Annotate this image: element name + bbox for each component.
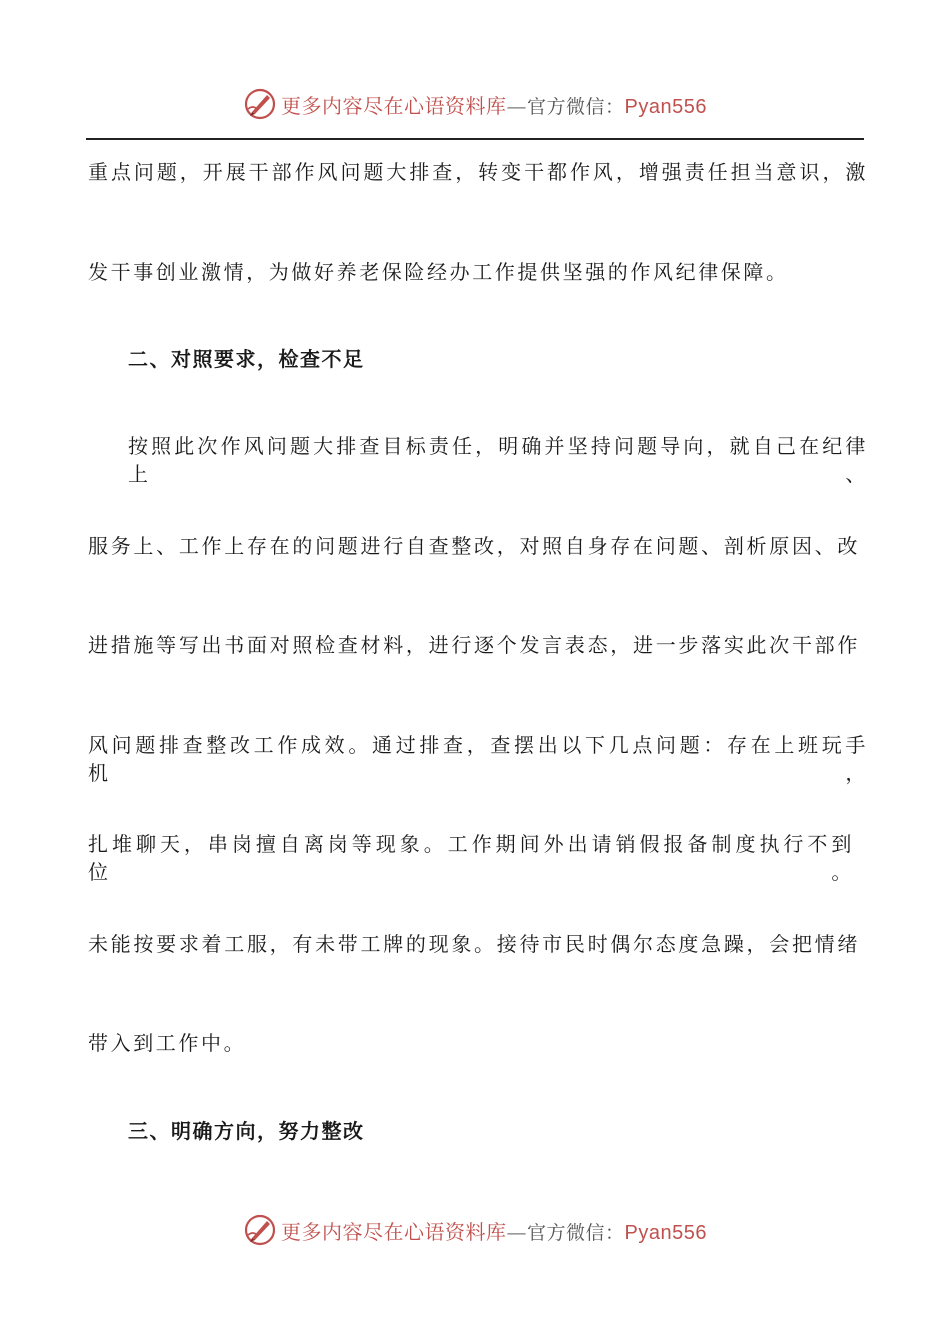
p2-line4: 风问题排查整改工作成效。通过排查，查摆出以下几点问题：存在上班玩手机， — [88, 733, 868, 785]
header-divider — [86, 138, 864, 140]
header-wechat-label: 官方微信： — [527, 95, 625, 118]
header-site-text: 更多内容尽在心语资料库 — [281, 93, 507, 118]
footer-wechat-id: Pyan556 — [624, 1221, 707, 1244]
p2-line3: 进措施等写出书面对照检查材料，进行逐个发言表态，进一步落实此次干部作 — [88, 633, 860, 657]
header-wechat-id: Pyan556 — [624, 95, 707, 118]
p2-line6: 未能按要求着工服，有未带工牌的现象。接待市民时偶尔态度急躁，会把情绪 — [88, 932, 860, 956]
p2-line5: 扎堆聊天，串岗擅自离岗等现象。工作期间外出请销假报备制度执行不到位。 — [88, 832, 854, 884]
header-dash: — — [506, 93, 527, 118]
header-banner-text — [281, 90, 707, 119]
pen-logo-icon — [243, 87, 277, 121]
p2-line2: 服务上、工作上存在的问题进行自查整改，对照自身存在问题、剖析原因、改 — [88, 534, 860, 558]
section-heading-3: 三、明确方向，努力整改 — [128, 1119, 365, 1143]
pen-logo-icon — [243, 1213, 277, 1247]
footer-banner-text — [281, 1216, 707, 1245]
footer-site-text: 更多内容尽在心语资料库 — [281, 1219, 507, 1244]
p1-line2: 发干事创业激情，为做好养老保险经办工作提供坚强的作风纪律保障。 — [88, 260, 789, 284]
section-heading-2: 二、对照要求，检查不足 — [128, 347, 365, 371]
p1-line1: 重点问题，开展干部作风问题大排查，转变干都作风，增强责任担当意识，激 — [88, 160, 868, 184]
footer-wechat-label: 官方微信： — [527, 1221, 625, 1244]
p2-line7: 带入到工作中。 — [88, 1031, 247, 1055]
header-banner — [0, 84, 950, 124]
footer-banner — [0, 1210, 950, 1250]
footer-dash: — — [506, 1219, 527, 1244]
p2-line1: 按照此次作风问题大排查目标责任，明确并坚持问题导向，就自己在纪律上、 — [128, 434, 868, 486]
